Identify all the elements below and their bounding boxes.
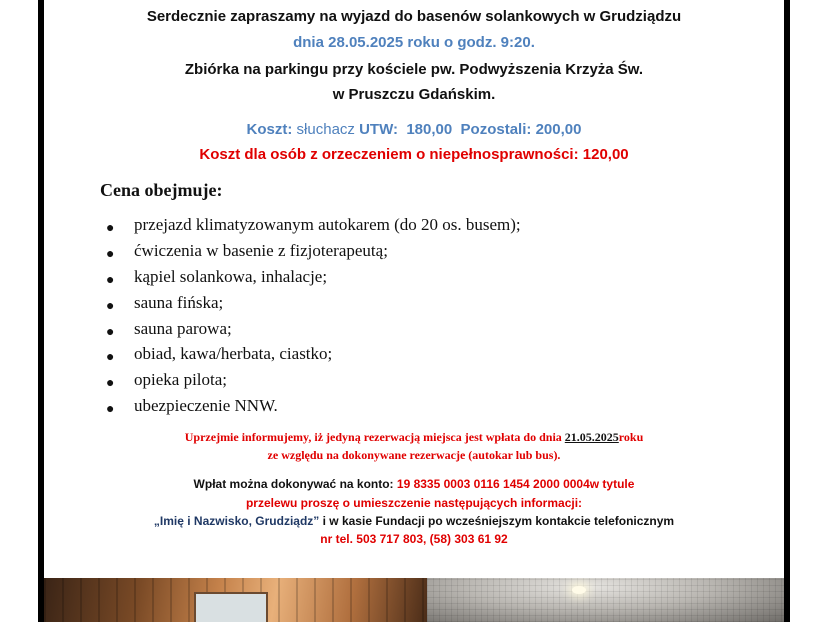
bank-account: 19 8335 0003 0116 1454 2000 0004w tytule: [396, 477, 635, 491]
invitation-line: Serdecznie zapraszamy na wyjazd do basenów solankowych w Grudziądzu: [146, 8, 682, 25]
trip-date: dnia 28.05.2025 roku o godz. 9:20.: [293, 34, 535, 51]
sauna-photo: [44, 578, 427, 622]
bullet-icon: ●: [106, 350, 115, 366]
bullet-icon: ●: [106, 324, 115, 340]
list-item: ● kąpiel solankowa, inhalacje;: [100, 266, 521, 292]
payment-title-line: „Imię i Nazwisko, Grudziądz” i w kasie Fundacji po wcześniejszym kontakcie telefonicznym: [153, 514, 675, 528]
list-item: ● opieka pilota;: [100, 369, 521, 395]
cost-others-price: 200,00: [535, 121, 582, 138]
bullet-icon: ●: [106, 402, 115, 418]
payment-account-line: Wpłat można dokonywać na konto: 19 8335 0003 0116 1454 2000 0004w tytule: [193, 477, 635, 491]
contact-phones: nr tel. 503 717 803, (58) 303 61 92: [320, 532, 508, 546]
steam-room-photo: [427, 578, 784, 622]
disability-cost: Koszt dla osób z orzeczeniem o niepełnosprawności: 120,00: [199, 146, 629, 163]
cost-utw-price: 180,00: [406, 121, 453, 138]
cost-others-label: Pozostali:: [460, 121, 532, 138]
reservation-notice: Uprzejmie informujemy, iż jedyną rezerwacją miejsca jest wpłata do dnia 21.05.2025roku: [184, 430, 644, 444]
page-border-right: [784, 0, 790, 622]
meeting-point: Zbiórka na parkingu przy kościele pw. Podwyższenia Krzyża Św.: [184, 61, 644, 78]
list-item: ● sauna fińska;: [100, 292, 521, 318]
bullet-icon: ●: [106, 221, 115, 236]
payment-instruction: przelewu proszę o umieszczenie następujących informacji:: [245, 496, 583, 510]
list-item: ● obiad, kawa/herbata, ciastko;: [100, 343, 521, 369]
bullet-icon: ●: [106, 272, 115, 288]
list-item: ● przejazd klimatyzowanym autokarem (do 20 os. busem);: [100, 214, 521, 240]
list-item: ● ubezpieczenie NNW.: [100, 395, 521, 421]
list-item: ● ćwiczenia w basenie z fizjoterapeutą;: [100, 240, 521, 266]
cost-utw-label: UTW:: [359, 121, 398, 138]
bullet-icon: ●: [106, 376, 115, 392]
includes-title: Cena obejmuje:: [100, 180, 223, 200]
reservation-reason: ze względu na dokonywane rezerwacje (autokar lub bus).: [267, 448, 561, 462]
bullet-icon: ●: [106, 298, 115, 314]
bullet-icon: ●: [106, 246, 115, 262]
cost-label: Koszt:: [246, 121, 293, 138]
list-item: ● sauna parowa;: [100, 318, 521, 344]
cost-listener: słuchacz: [296, 121, 355, 138]
payment-title: „Imię i Nazwisko, Grudziądz”: [153, 514, 320, 528]
cost-line: [44, 121, 784, 138]
deadline-date: 21.05.2025: [564, 430, 619, 444]
includes-list: [100, 214, 521, 421]
meeting-location: w Pruszczu Gdańskim.: [332, 86, 496, 103]
